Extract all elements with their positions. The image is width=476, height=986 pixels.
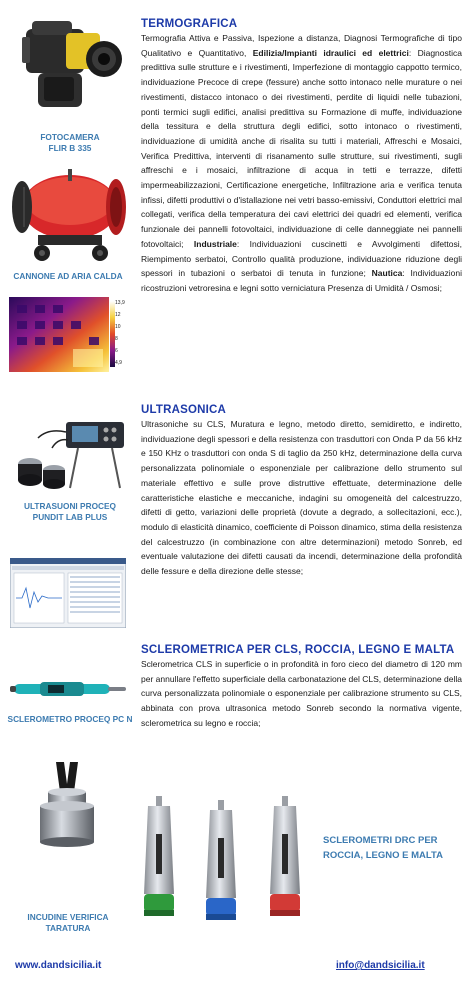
camera-caption: FOTOCAMERA FLIR B 335 <box>40 132 100 153</box>
anvil-image <box>34 762 100 852</box>
ultrasonica-heading: ULTRASONICA <box>141 404 227 416</box>
anvil-caption: INCUDINE VERIFICA TARATURA <box>27 912 109 933</box>
drc-caption: SCLEROMETRI DRC PER ROCCIA, LEGNO E MALTA <box>323 835 443 861</box>
email-link[interactable]: info@dandsicilia.it <box>336 960 425 971</box>
proceq-sclerometer-image <box>10 676 130 700</box>
ultrasonica-text: Ultrasoniche su CLS, Muratura e legno, metodo diretto, semidiretto, e indiretto, individuazione degli spessori e della resistenza con trasduttori con Onda P da 56 kHz e 150 KHz o trasduttori con onda S di taglio da 250 kHz, determinazione della curva personalizzata polinomiale o esponenziale per calibrazione dello strumento sul materiale effettivo e sulle prove distruttive effettuate, determinazione delle caratteristiche elastiche e meccaniche, indagini su omogeneità del calcestruzzo, difetti di getto, variazioni delle proprietà (dovute a degrado, a sollecitazioni, ecc.), modulo di elasticità dinamico, coefficiente di Poisson dinamico, stima della resistenza del calcestruzzo (in combinazione con altre determinazioni) metodo Sonreb, ed eventuale valutazione dei difetti causati da incendi, determinazione della profondità delle fessure e della direzione delle stesse; <box>141 419 462 577</box>
hot-air-cannon-image <box>8 165 128 265</box>
thermal-building-image <box>9 297 127 372</box>
sclerometer-caption: SCLEROMETRO PROCEQ PC N <box>7 714 133 724</box>
ultrasonic-device-image <box>8 418 132 496</box>
cannon-caption: CANNONE AD ARIA CALDA <box>13 271 123 281</box>
termografica-text: Termografia Attiva e Passiva, Ispezione a distanza, Diagnosi Termografiche di tipo Qualitativo e Quantitativo, Edilizia/Impianti idraulici ed elettrici: Diagnostica predittiva sulle strutture e i rivestimenti, Imperfezione di montaggio cappotto termico, individuazione Precoce di crepe (fessure) anche sotto intonaco nelle murature o nei rivestimenti, distacco intonaco o dei rivestimenti, perdite di liquidi nelle tubazioni, ponti termici sugli edifici, analisi predittiva su Formazione di muffe, individuazione della tessitura e della struttura degli edifici, sotto intonaco o rivestimenti, individuazione di umidità anche di risalita su tutti i materiali, Affreschi e Mosaici, Verifica Predittiva, interventi di risanamento sulle strutture, sui rivestimenti, sugli affreschi e i mosaici, infiltrazione di acqua in tetti e terrazze, difetti impermeabilizzazioni, Certificazione energetiche, Infiltrazione aria e verifica tenuta infissi, difetti produttivi o d'istallazione nei vetri basso-emissivi, Conduttori elettrici mal collegati, verifica della temperatura dei cavi elettrici dei quadri ed elementi, verifica funzionale dei pannelli fotovoltaici, individuazione di celle danneggiate nei pannelli fotovoltaici; Industriale: Individuazioni cuscinetti e Avvolgimenti difettosi, Riempimento serbatoi, Controllo qualità produzione, individuazione riduzione degli spessori in tubazioni o serbatoi di tenuta in funzione; Nautica: Individuazioni ricostruzioni vetroresina e legni sotto verniciatura Presenza di Umidità / Osmosi; <box>141 33 463 293</box>
sclerometrica-heading: SCLEROMETRICA PER CLS, ROCCIA, LEGNO E MALTA <box>141 644 455 656</box>
sclerometrica-text: Sclerometrica CLS in superficie o in profondità in foro cieco del diametro di 120 mm per annullare l'effetto superficiale della carbonatazione del CLS, determinazione della curva personalizzata polinomiale o esponenziale per calibrazione strumento su CLS, abbinata con prova ultrasonica metodo Sonreb secondo la normativa vigente, sclerometrica su legno e roccia; <box>141 659 462 728</box>
website-link[interactable]: www.dandsicilia.it <box>15 960 102 971</box>
termografica-heading: TERMOGRAFICA <box>141 18 238 30</box>
thermal-camera-image <box>8 15 128 125</box>
software-screenshot-image <box>10 558 126 628</box>
drc-sclerometers-image <box>134 794 324 928</box>
ultrasonic-caption: ULTRASUONI PROCEQ PUNDIT LAB PLUS <box>23 501 117 522</box>
thermal-scale-labels: 13,9 12 10 8 6 4,9 <box>115 300 125 366</box>
